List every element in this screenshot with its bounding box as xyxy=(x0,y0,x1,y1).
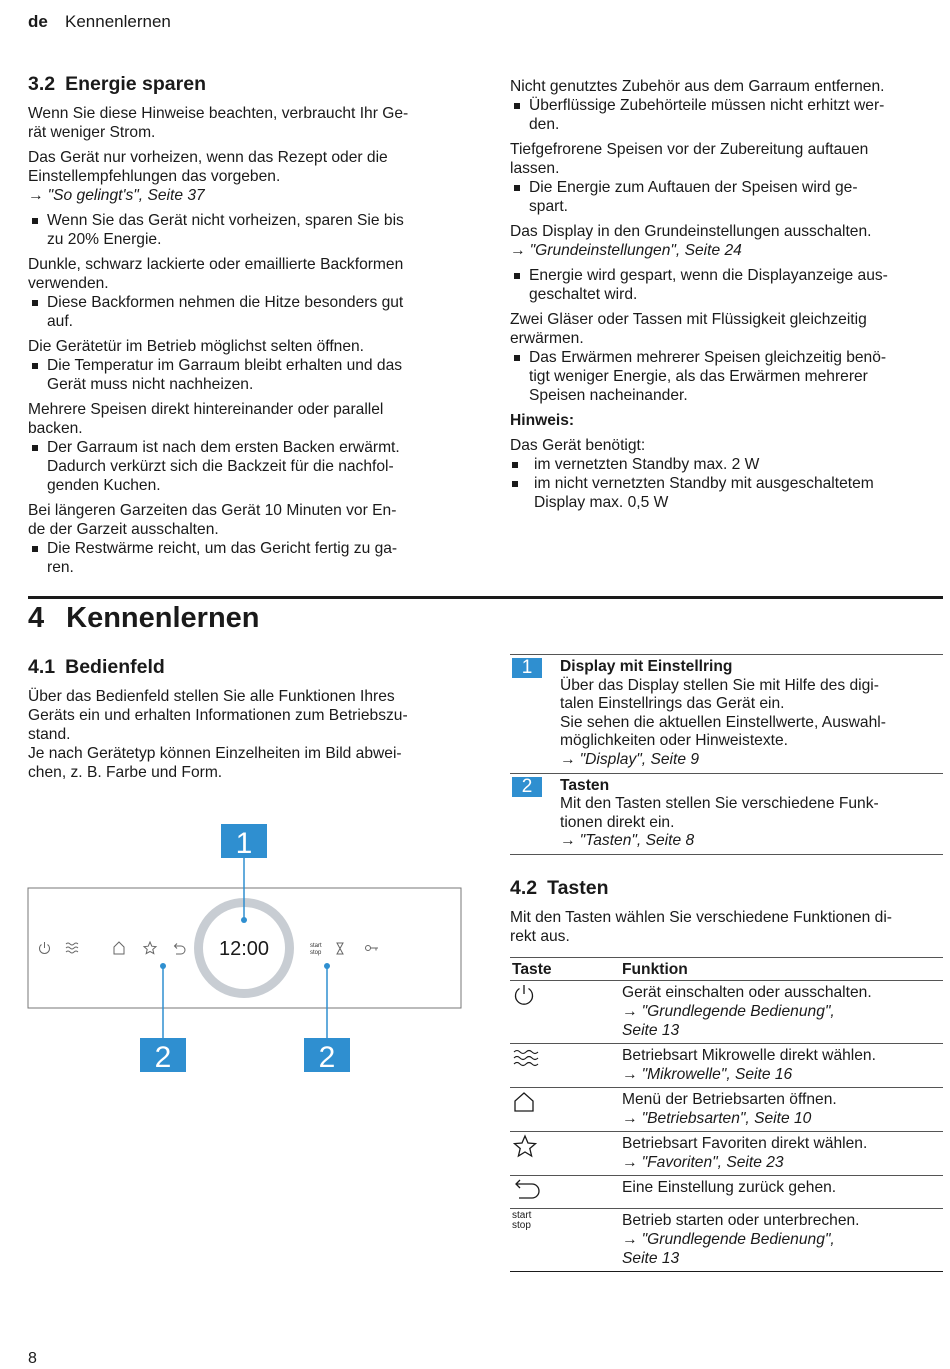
cross-reference[interactable] xyxy=(622,1153,941,1172)
text-line: Energie wird gespart, wenn die Displayanzeige aus- xyxy=(529,267,888,284)
callout-item-2 xyxy=(510,774,943,855)
text-line: Dunkle, schwarz lackierte oder emaillierte Backformen xyxy=(28,256,404,273)
page-number: 8 xyxy=(28,1350,37,1367)
text-line: möglichkeiten oder Hinweistexte. xyxy=(560,732,788,750)
function-text xyxy=(622,1178,941,1197)
text-line: rekt aus. xyxy=(510,928,570,945)
text-line: stand. xyxy=(28,726,71,743)
list-item xyxy=(28,293,458,331)
arrow-icon: → xyxy=(622,1066,638,1083)
text-line: im nicht vernetzten Standby mit ausgeschaltetem xyxy=(534,475,874,492)
callout-description xyxy=(560,677,943,751)
paragraph xyxy=(28,255,458,293)
table-row xyxy=(510,1088,943,1132)
arrow-icon: → xyxy=(622,1110,638,1127)
arrow-icon: → xyxy=(622,1154,638,1171)
reference-text: "Grundlegende Bedienung", xyxy=(641,1003,835,1020)
cross-reference[interactable] xyxy=(622,1002,941,1040)
list-item xyxy=(510,178,943,216)
note-list xyxy=(510,455,943,512)
callout-box-2a-label: 2 xyxy=(154,1041,172,1074)
text-line: genden Kuchen. xyxy=(47,477,161,494)
chapter-4-heading: 4 Kennenlernen xyxy=(28,602,260,634)
reference-text: Seite 13 xyxy=(622,1250,680,1267)
table-row xyxy=(510,1132,943,1176)
paragraph xyxy=(28,400,458,438)
section-3-2-heading: 3.2 Energie sparen xyxy=(28,73,206,95)
reference-text: "Grundeinstellungen", Seite 24 xyxy=(529,242,742,259)
cross-reference[interactable] xyxy=(28,186,458,205)
callout-title: Tasten xyxy=(560,776,610,794)
chapter-rule xyxy=(28,596,943,599)
text-line: Diese Backformen nehmen die Hitze besonders gut xyxy=(47,294,404,311)
text-line: spart. xyxy=(529,198,568,215)
section-4-1-text xyxy=(28,687,468,782)
callout-dot-2a xyxy=(160,963,166,969)
text-line: tigt weniger Energie, als das Erwärmen mehrerer xyxy=(529,368,868,385)
col-header-taste: Taste xyxy=(510,958,620,981)
paragraph xyxy=(28,148,458,186)
reference-text: "Mikrowelle", Seite 16 xyxy=(641,1066,793,1083)
icon-text: start xyxy=(512,1210,532,1221)
text-line: Betriebsart Mikrowelle direkt wählen. xyxy=(622,1047,876,1064)
bullet-list xyxy=(28,539,458,577)
text-line: Betriebsart Favoriten direkt wählen. xyxy=(622,1135,868,1152)
table-cell-function xyxy=(620,1044,943,1088)
text-line: Gerät muss nicht nachheizen. xyxy=(47,376,254,393)
list-item xyxy=(28,356,458,394)
bullet-list xyxy=(28,438,458,495)
text-line: Die Gerätetür im Betrieb möglichst selten öffnen. xyxy=(28,338,365,355)
bullet-list xyxy=(28,356,458,394)
list-item xyxy=(510,348,943,405)
paragraph xyxy=(28,501,458,539)
table-cell-key xyxy=(510,981,620,1044)
display-time: 12:00 xyxy=(218,938,270,960)
text-line: Die Energie zum Auftauen der Speisen wird ge- xyxy=(529,179,858,196)
arrow-icon: → xyxy=(560,750,576,768)
text-line: Über das Display stellen Sie mit Hilfe des digi- xyxy=(560,676,879,694)
text-line: erwärmen. xyxy=(510,330,584,347)
callout-number: 1 xyxy=(512,658,542,678)
bullet-list xyxy=(28,293,458,331)
text-line: chen, z. B. Farbe und Form. xyxy=(28,764,223,781)
start-label: start xyxy=(310,943,322,949)
bullet-list xyxy=(510,178,943,216)
cross-reference[interactable] xyxy=(510,241,943,260)
table-cell-key xyxy=(510,1132,620,1176)
cross-reference[interactable] xyxy=(560,832,943,851)
table-header-row xyxy=(510,958,943,981)
text-line: ren. xyxy=(47,559,74,576)
text-line: Menü der Betriebsarten öffnen. xyxy=(622,1091,837,1108)
star-icon xyxy=(512,1134,538,1158)
paragraph xyxy=(28,104,458,142)
table-row xyxy=(510,1209,943,1272)
note-title: Hinweis: xyxy=(510,412,575,429)
text-line: Über das Bedienfeld stellen Sie alle Funktionen Ihres xyxy=(28,688,395,705)
list-item xyxy=(28,438,458,495)
text-line: Bei längeren Garzeiten das Gerät 10 Minuten vor En- xyxy=(28,502,397,519)
text-line: de der Garzeit ausschalten. xyxy=(28,521,219,538)
text-line: Der Garraum ist nach dem ersten Backen erwärmt. xyxy=(47,439,400,456)
table-cell-key xyxy=(510,1209,620,1272)
text-line: Je nach Gerätetyp können Einzelheiten im Bild abwei- xyxy=(28,745,402,762)
text-line: geschaltet wird. xyxy=(529,286,638,303)
text-line: Die Restwärme reicht, um das Gericht fertig zu ga- xyxy=(47,540,398,557)
text-line: backen. xyxy=(28,420,83,437)
start-stop-icon xyxy=(512,1211,531,1231)
paragraph xyxy=(510,310,943,348)
callout-description xyxy=(560,795,943,832)
reference-text: "Tasten", Seite 8 xyxy=(579,832,695,850)
arrow-icon: → xyxy=(622,1003,638,1020)
col-header-funktion: Funktion xyxy=(620,958,943,981)
table-cell-function xyxy=(620,1132,943,1176)
section-3-2-right xyxy=(510,77,943,518)
bullet-list xyxy=(28,211,458,249)
text-line: Mit den Tasten stellen Sie verschiedene Funk- xyxy=(560,795,879,813)
text-line: Mit den Tasten wählen Sie verschiedene Funktionen di- xyxy=(510,909,892,926)
table-cell-function xyxy=(620,981,943,1044)
back-icon xyxy=(512,1178,542,1200)
function-text xyxy=(622,1046,941,1065)
text-line: talen Einstellrings das Gerät ein. xyxy=(560,695,785,713)
list-item xyxy=(510,455,943,474)
text-line: rät weniger Strom. xyxy=(28,124,156,141)
text-line: Speisen nacheinander. xyxy=(529,387,688,404)
table-row xyxy=(510,1176,943,1209)
text-line: Sie sehen die aktuellen Einstellwerte, Auswahl- xyxy=(560,713,886,731)
callout-box-2b-label: 2 xyxy=(318,1041,336,1074)
section-4-1-heading: 4.1 Bedienfeld xyxy=(28,656,165,678)
microwave-icon xyxy=(512,1046,540,1070)
function-text xyxy=(622,1211,941,1230)
callout-dot-1 xyxy=(241,917,247,923)
text-line: Tiefgefrorene Speisen vor der Zubereitung auftauen xyxy=(510,141,869,158)
list-item xyxy=(510,96,943,134)
header-language: de xyxy=(28,12,48,31)
bullet-list xyxy=(510,266,943,304)
text-line: Display max. 0,5 W xyxy=(534,494,669,511)
text-line: Gerät einschalten oder ausschalten. xyxy=(622,984,872,1001)
cross-reference[interactable] xyxy=(622,1109,941,1128)
table-cell-function xyxy=(620,1088,943,1132)
text-line: Überflüssige Zubehörteile müssen nicht erhitzt wer- xyxy=(529,97,885,114)
home-icon xyxy=(512,1090,536,1114)
reference-text: "Betriebsarten", Seite 10 xyxy=(641,1110,812,1127)
reference-text: "So gelingt's", Seite 37 xyxy=(47,187,205,204)
list-item xyxy=(28,539,458,577)
header-chapter: Kennenlernen xyxy=(65,12,171,31)
text-line: Zwei Gläser oder Tassen mit Flüssigkeit gleichzeitig xyxy=(510,311,867,328)
function-text xyxy=(622,1134,941,1153)
text-line: tionen direkt ein. xyxy=(560,813,675,831)
text-line: auf. xyxy=(47,313,74,330)
text-line: Einstellempfehlungen das vorgeben. xyxy=(28,168,281,185)
table-cell-key xyxy=(510,1044,620,1088)
table-cell-key xyxy=(510,1088,620,1132)
icon-text: stop xyxy=(512,1220,531,1231)
paragraph xyxy=(510,140,943,178)
text-line: verwenden. xyxy=(28,275,109,292)
cross-reference[interactable] xyxy=(622,1065,941,1084)
callout-number: 2 xyxy=(512,777,542,797)
table-row xyxy=(510,981,943,1044)
text-line: Betrieb starten oder unterbrechen. xyxy=(622,1212,860,1229)
text-line: Das Gerät nur vorheizen, wenn das Rezept oder die xyxy=(28,149,388,166)
reference-text: "Display", Seite 9 xyxy=(579,750,700,768)
reference-text: Seite 13 xyxy=(622,1022,680,1039)
cross-reference[interactable] xyxy=(622,1230,941,1268)
callout-title: Display mit Einstellring xyxy=(560,658,733,675)
text-line: zu 20% Energie. xyxy=(47,231,162,248)
cross-reference[interactable] xyxy=(560,751,943,770)
arrow-icon: → xyxy=(28,187,44,204)
list-item xyxy=(28,211,458,249)
table-row xyxy=(510,1044,943,1088)
bullet-list xyxy=(510,348,943,405)
text-line: Nicht genutztes Zubehör aus dem Garraum entfernen. xyxy=(510,78,885,95)
control-panel-illustration xyxy=(26,820,466,1080)
reference-text: "Grundlegende Bedienung", xyxy=(641,1231,835,1248)
section-4-2-intro xyxy=(510,908,943,946)
callout-legend xyxy=(510,654,943,855)
text-line: Das Display in den Grundeinstellungen ausschalten. xyxy=(510,223,872,240)
text-line: Wenn Sie das Gerät nicht vorheizen, sparen Sie bis xyxy=(47,212,404,229)
paragraph xyxy=(510,77,943,96)
bullet-list xyxy=(510,96,943,134)
function-text xyxy=(622,983,941,1002)
text-line: den. xyxy=(529,116,560,133)
section-4-2-heading: 4.2 Tasten xyxy=(510,877,609,899)
text-line: Wenn Sie diese Hinweise beachten, verbraucht Ihr Ge- xyxy=(28,105,409,122)
stop-label: stop xyxy=(310,950,322,956)
buttons-table xyxy=(510,957,943,1272)
section-3-2-left xyxy=(28,72,458,583)
callout-dot-2b xyxy=(324,963,330,969)
text-line: im vernetzten Standby max. 2 W xyxy=(534,456,760,473)
text-line: Die Temperatur im Garraum bleibt erhalten und das xyxy=(47,357,403,374)
text-line: Das Erwärmen mehrerer Speisen gleichzeitig benö- xyxy=(529,349,887,366)
table-cell-function xyxy=(620,1176,943,1209)
paragraph xyxy=(510,222,943,241)
arrow-icon: → xyxy=(560,832,576,850)
section-4-1 xyxy=(28,655,468,788)
list-item xyxy=(510,266,943,304)
table-cell-function xyxy=(620,1209,943,1272)
power-icon xyxy=(512,983,536,1007)
callout-item-1 xyxy=(510,655,943,774)
arrow-icon: → xyxy=(510,242,526,259)
section-4-2 xyxy=(510,876,943,952)
table-cell-key xyxy=(510,1176,620,1209)
list-item xyxy=(510,474,943,512)
text-line: Eine Einstellung zurück gehen. xyxy=(622,1179,837,1196)
text-line: Dadurch verkürzt sich die Backzeit für die nachfol- xyxy=(47,458,394,475)
paragraph xyxy=(28,337,458,356)
text-line: Geräts ein und erhalten Informationen zum Betriebszu- xyxy=(28,707,408,724)
text-line: Mehrere Speisen direkt hintereinander oder parallel xyxy=(28,401,384,418)
reference-text: "Favoriten", Seite 23 xyxy=(641,1154,784,1171)
note-intro: Das Gerät benötigt: xyxy=(510,437,646,454)
function-text xyxy=(622,1090,941,1109)
text-line: lassen. xyxy=(510,160,560,177)
callout-box-1-label: 1 xyxy=(235,827,253,860)
arrow-icon: → xyxy=(622,1231,638,1248)
